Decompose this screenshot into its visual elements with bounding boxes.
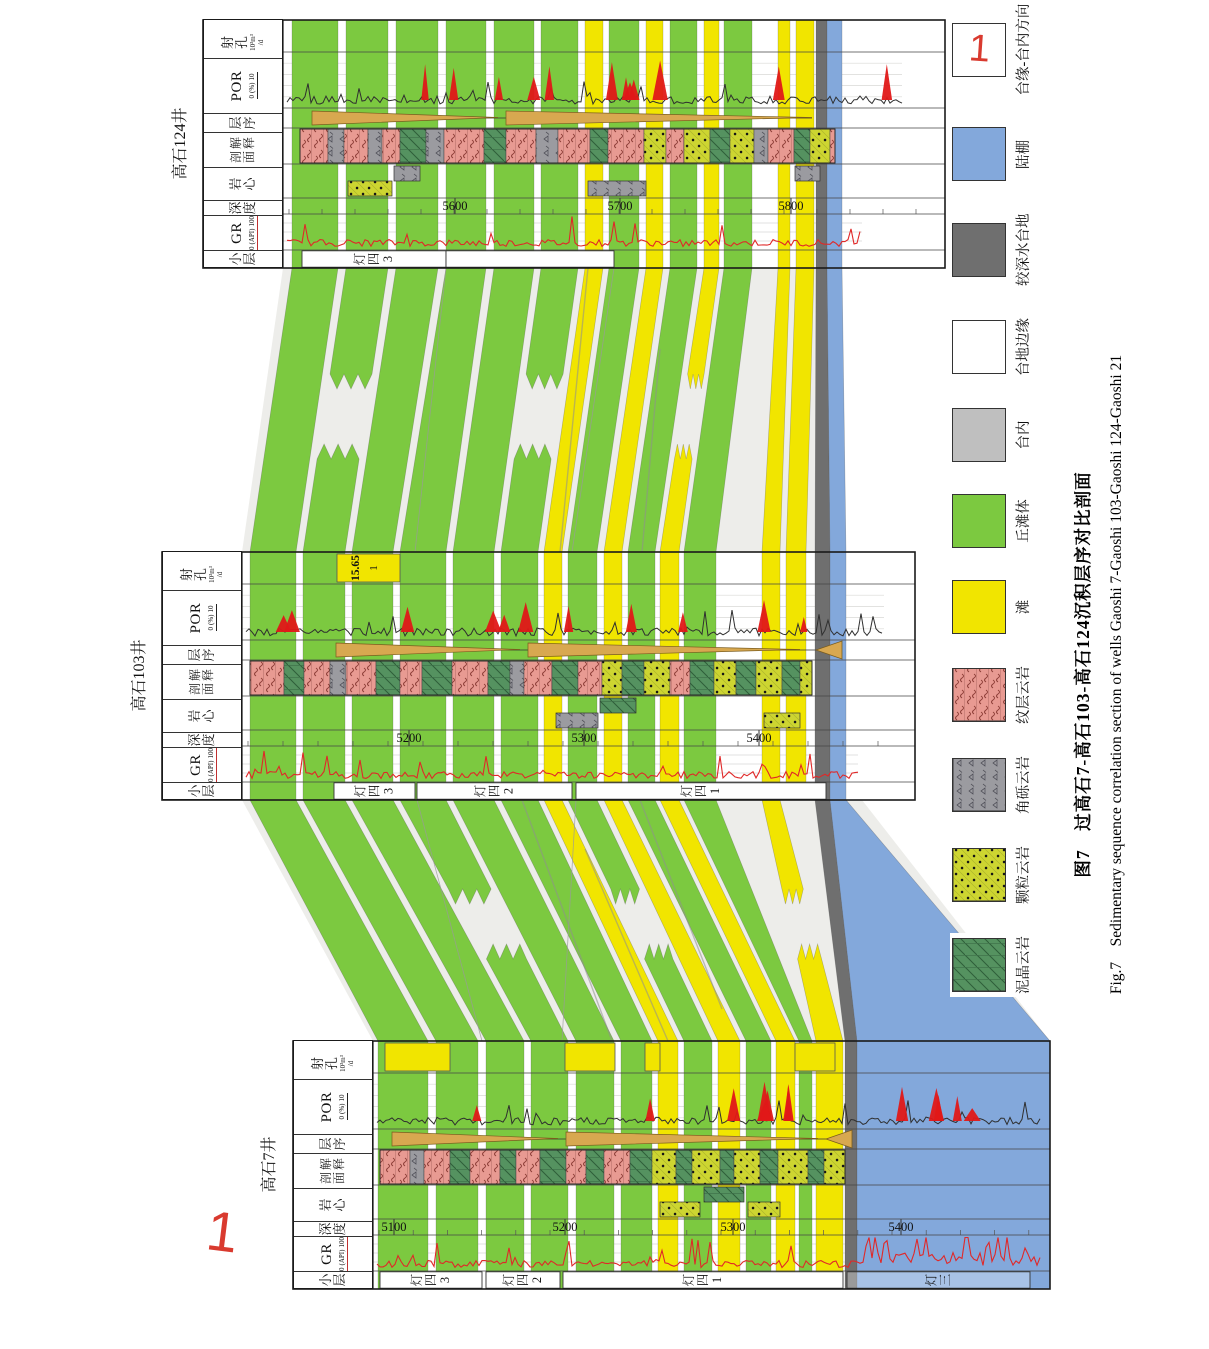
lithology-segment	[344, 129, 368, 163]
lithology-segment	[810, 129, 830, 163]
lithology-segment	[400, 661, 422, 695]
track-unit-perf: 10³m³ /d	[249, 34, 265, 51]
core-sample-block	[588, 181, 646, 196]
lithology-segment	[830, 129, 835, 163]
track-label-xc: 小 层	[228, 252, 257, 266]
lithology-segment	[304, 661, 330, 695]
legend-label: 纹层云岩	[1016, 666, 1032, 724]
track-label-lith	[230, 137, 256, 163]
lithology-segment	[382, 129, 400, 163]
depth-label: 5400	[888, 1220, 914, 1234]
track-header-cell-por	[294, 1079, 372, 1134]
test-rate-value: 15.65	[350, 555, 362, 581]
lithology-segment	[578, 661, 602, 695]
legend-swatch-blue	[952, 128, 1006, 182]
track-label-seq: 层 序	[228, 116, 257, 130]
legend-label: 滩	[1016, 599, 1032, 615]
zone-label: 灯	[924, 1273, 939, 1287]
zone-label: 四	[367, 784, 382, 798]
lithology-segment	[782, 661, 800, 695]
lithology-segment	[376, 661, 400, 695]
track-label-gr: GR	[228, 222, 245, 244]
lithology-segment	[666, 129, 684, 163]
track-header-cell-dep	[294, 1221, 372, 1236]
track-header-cell-xc	[204, 250, 282, 267]
zone-label: 2	[501, 787, 516, 795]
depth-label: 5400	[746, 731, 772, 745]
zone-label: 灯	[502, 1273, 516, 1287]
track-unit-perf: 10³m³ /d	[339, 1055, 355, 1072]
lithology-segment	[622, 661, 644, 695]
lithology-segment	[524, 661, 552, 695]
legend-swatch-green	[952, 494, 1006, 548]
lithology-segment	[644, 129, 666, 163]
lithology-segment	[730, 129, 754, 163]
legend-swatch-fill	[953, 758, 1006, 811]
lithology-segment	[422, 661, 452, 695]
track-label-perf: 射 孔	[310, 1057, 339, 1071]
lithology-segment	[602, 661, 622, 695]
lithology-segment	[734, 1150, 760, 1184]
por-red-peak	[882, 64, 893, 100]
legend-swatch-yellow	[952, 580, 1006, 634]
track-scale-gr: 0 (API) 100	[206, 748, 215, 782]
legend-item-4	[950, 577, 1035, 637]
track-label-core: 岩 心	[318, 1198, 347, 1212]
core-sample-block	[556, 713, 598, 728]
lithology-segment	[500, 1150, 516, 1184]
track-header-gaoshi-103	[162, 551, 242, 800]
direction-arrow-glyph: 1	[202, 1197, 242, 1265]
legend-item-8	[950, 211, 1035, 290]
lithology-segment	[644, 661, 670, 695]
lithology-segment	[450, 1150, 470, 1184]
lithology-segment	[608, 129, 644, 163]
depth-label: 5200	[396, 731, 422, 745]
track-header-cell-gr	[163, 747, 241, 782]
direction-arrow-annotation	[190, 1199, 254, 1263]
legend-label: 较深水台地	[1016, 213, 1032, 286]
legend-item-7	[950, 315, 1035, 379]
legend-item-0	[950, 933, 1035, 997]
track-label-col: 剖 面	[229, 151, 256, 164]
lithology-segment	[692, 1150, 720, 1184]
lithology-segment	[250, 661, 284, 695]
lithology-segment	[470, 1150, 500, 1184]
zone-label: 灯	[682, 1273, 696, 1287]
lithology-segment	[426, 129, 444, 163]
legend-swatch-pat-b	[952, 758, 1006, 812]
lithology-segment	[778, 1150, 808, 1184]
legend-swatch-pat-p	[952, 668, 1006, 722]
track-label-dep: 深 度	[187, 733, 216, 747]
legend-item-10	[950, 1, 1035, 99]
legend-item-1	[950, 843, 1035, 907]
legend-item-3	[950, 663, 1035, 727]
legend-item-5	[950, 491, 1035, 551]
track-label-gr: GR	[318, 1243, 335, 1265]
depth-label: 5300	[571, 731, 597, 745]
legend-item-9	[950, 125, 1035, 185]
legend-swatch-gray_dark	[952, 223, 1006, 277]
legend-label: 丘滩体	[1016, 499, 1032, 543]
track-label-col: 解 释	[229, 136, 256, 149]
zone-label: 灯	[353, 252, 367, 266]
lithology-segment	[540, 1150, 566, 1184]
legend-item-6	[950, 405, 1035, 465]
track-label-por: POR	[228, 70, 245, 102]
lithology-segment	[410, 1150, 424, 1184]
track-label-dep: 深 度	[228, 201, 257, 215]
lithology-segment	[368, 129, 382, 163]
track-label-xc: 小 层	[318, 1273, 347, 1287]
lithology-segment	[736, 661, 756, 695]
lithology-segment	[808, 1150, 824, 1184]
lithology-segment	[346, 661, 376, 695]
track-header-cell-xc	[294, 1271, 372, 1288]
track-header-cell-core	[163, 699, 241, 732]
well-title-gaoshi-103: 高石103井	[131, 639, 148, 712]
track-label-dep: 深 度	[318, 1222, 347, 1236]
depth-label: 5100	[381, 1220, 407, 1234]
lithology-segment	[300, 129, 328, 163]
legend-swatch-white	[952, 320, 1006, 374]
legend-label: 颗粒云岩	[1016, 846, 1032, 904]
track-header-cell-dep	[204, 200, 282, 215]
legend-swatch-fill	[953, 848, 1006, 901]
track-label-col: 解 释	[319, 1157, 346, 1170]
lithology-segment	[452, 661, 488, 695]
lithology-segment	[652, 1150, 676, 1184]
perforation-box	[385, 1043, 450, 1071]
track-scale-por: 0 (%) 10	[206, 605, 215, 631]
core-sample-block	[660, 1202, 700, 1217]
lithology-segment	[756, 661, 782, 695]
perforation-box	[565, 1043, 615, 1071]
track-scale-por: 0 (%) 10	[337, 1094, 346, 1120]
track-header-cell-por	[204, 58, 282, 113]
lithology-segment	[684, 129, 710, 163]
lithology-segment	[670, 661, 690, 695]
zone-label: 灯	[680, 784, 694, 798]
test-rate-sub: 1	[368, 565, 380, 571]
zone-label: 3	[381, 255, 395, 263]
track-label-por: POR	[187, 602, 204, 634]
legend-label: 泥晶云岩	[1016, 936, 1032, 994]
legend-swatch-direction	[952, 23, 1006, 77]
legend-label: 台内	[1016, 420, 1032, 450]
lithology-segment	[484, 129, 506, 163]
legend-label: 陆棚	[1016, 140, 1032, 169]
track-scale-gr: 0 (API) 100	[247, 216, 256, 250]
track-header-gaoshi-124	[203, 19, 283, 268]
zone-label: 2	[530, 1276, 544, 1284]
legend-swatch-pat-m	[952, 938, 1006, 992]
track-header-cell-lith	[204, 132, 282, 167]
lithology-segment	[754, 129, 768, 163]
zone-label: 四	[516, 1273, 530, 1287]
zone-label: 3	[438, 1276, 452, 1284]
track-label-core: 岩 心	[228, 177, 257, 191]
zone-label: 四	[696, 1273, 710, 1287]
track-label-perf: 射 孔	[179, 568, 208, 582]
lithology-segment	[760, 1150, 778, 1184]
track-header-cell-xc	[163, 782, 241, 799]
legend-label: 台缘-台内方向	[1016, 3, 1032, 96]
track-label-seq: 层 序	[318, 1137, 347, 1151]
lithology-segment	[566, 1150, 586, 1184]
zone-label: 灯	[353, 784, 368, 798]
lithology-segment	[328, 129, 344, 163]
legend-swatch-fill	[953, 668, 1006, 721]
track-label-col: 剖 面	[319, 1172, 346, 1185]
legend-swatch-fill	[953, 938, 1006, 991]
depth-label: 5300	[720, 1220, 746, 1234]
zone-label: 3	[381, 787, 396, 795]
core-sample-block	[348, 181, 392, 196]
lithology-segment	[330, 661, 346, 695]
zone-label: 三	[938, 1273, 953, 1287]
legend-item-2	[950, 753, 1035, 817]
zone-label: 1	[710, 1276, 724, 1284]
lithology-segment	[800, 661, 812, 695]
depth-label: 5200	[552, 1220, 578, 1234]
track-header-cell-core	[204, 167, 282, 200]
perforation-box	[645, 1043, 660, 1071]
direction-arrow-glyph: 1	[967, 27, 992, 71]
lithology-segment	[586, 1150, 604, 1184]
track-header-cell-perf	[163, 559, 241, 590]
lithology-segment	[536, 129, 558, 163]
core-sample-block	[764, 713, 800, 728]
track-header-cell-core	[294, 1188, 372, 1221]
track-label-col: 剖 面	[188, 683, 215, 696]
legend-label: 台地边缘	[1016, 318, 1032, 376]
lithology-segment	[794, 129, 810, 163]
lithology-segment	[558, 129, 590, 163]
lithology-segment	[590, 129, 608, 163]
legend-swatch-pat-k	[952, 848, 1006, 902]
lithology-segment	[424, 1150, 450, 1184]
track-label-xc: 小 层	[187, 784, 216, 798]
lithology-segment	[506, 129, 536, 163]
legend-swatch-gray_light	[952, 408, 1006, 462]
lithology-segment	[552, 661, 578, 695]
well-title-gaoshi-124: 高石124井	[172, 107, 189, 180]
lithology-segment	[824, 1150, 845, 1184]
core-sample-block	[394, 166, 420, 181]
track-label-col: 解 释	[188, 668, 215, 681]
depth-label: 5600	[442, 199, 468, 213]
track-header-cell-gr	[294, 1236, 372, 1271]
track-header-cell-perf	[204, 27, 282, 58]
caption-chinese: 图7 过高石7-高石103-高石124沉积层序对比剖面	[1073, 471, 1093, 878]
track-header-cell-seq	[204, 113, 282, 132]
perforation-box	[795, 1043, 835, 1071]
track-header-cell-seq	[294, 1134, 372, 1153]
track-label-lith	[320, 1158, 346, 1184]
track-label-lith	[189, 669, 215, 695]
track-header-cell-dep	[163, 732, 241, 747]
lithology-segment	[516, 1150, 540, 1184]
zone-label: 1	[708, 787, 722, 795]
legend-label: 角砾云岩	[1016, 756, 1032, 814]
lithology-segment	[630, 1150, 652, 1184]
lithology-segment	[604, 1150, 630, 1184]
depth-label: 5700	[607, 199, 633, 213]
caption-english: Fig.7 Sedimentary sequence correlation section of wells Gaoshi 7-Gaoshi 103-Gaoshi 124-Gaoshi 21	[1108, 354, 1125, 995]
track-header-cell-gr	[204, 215, 282, 250]
track-header-cell-perf	[294, 1048, 372, 1079]
lithology-segment	[400, 129, 426, 163]
track-unit-perf: 10³m³ /d	[208, 566, 224, 583]
zone-label: 灯	[410, 1273, 424, 1287]
track-scale-gr: 0 (API) 100	[337, 1237, 346, 1271]
track-header-cell-lith	[294, 1153, 372, 1188]
core-sample-block	[704, 1187, 744, 1202]
track-label-seq: 层 序	[187, 648, 216, 662]
track-label-por: POR	[318, 1091, 335, 1123]
track-label-core: 岩 心	[187, 709, 216, 723]
track-header-gaoshi-7	[293, 1040, 373, 1289]
core-sample-block	[600, 698, 636, 713]
track-header-cell-por	[163, 590, 241, 645]
lithology-segment	[676, 1150, 692, 1184]
lithology-segment	[768, 129, 794, 163]
lithology-segment	[690, 661, 714, 695]
lithology-segment	[510, 661, 524, 695]
track-label-perf: 射 孔	[220, 36, 249, 50]
zone-label: 四	[694, 784, 708, 798]
well-title-gaoshi-7: 高石7井	[261, 1136, 278, 1193]
lithology-segment	[720, 1150, 734, 1184]
zone-label: 灯	[473, 784, 488, 798]
zone-label: 四	[424, 1273, 438, 1287]
lithology-segment	[444, 129, 484, 163]
lithology-segment	[284, 661, 304, 695]
zone-label: 四	[487, 784, 502, 798]
track-header-cell-seq	[163, 645, 241, 664]
core-sample-block	[795, 166, 820, 181]
lithology-segment	[714, 661, 736, 695]
zone-label: 四	[367, 252, 381, 266]
zone-box	[446, 251, 614, 267]
lithology-segment	[710, 129, 730, 163]
track-scale-por: 0 (%) 10	[247, 73, 256, 99]
track-header-cell-lith	[163, 664, 241, 699]
legend	[950, 1, 1035, 997]
lithology-segment	[488, 661, 510, 695]
depth-label: 5800	[778, 199, 804, 213]
core-sample-block	[748, 1202, 780, 1217]
track-label-gr: GR	[187, 754, 204, 776]
lithology-segment	[380, 1150, 410, 1184]
